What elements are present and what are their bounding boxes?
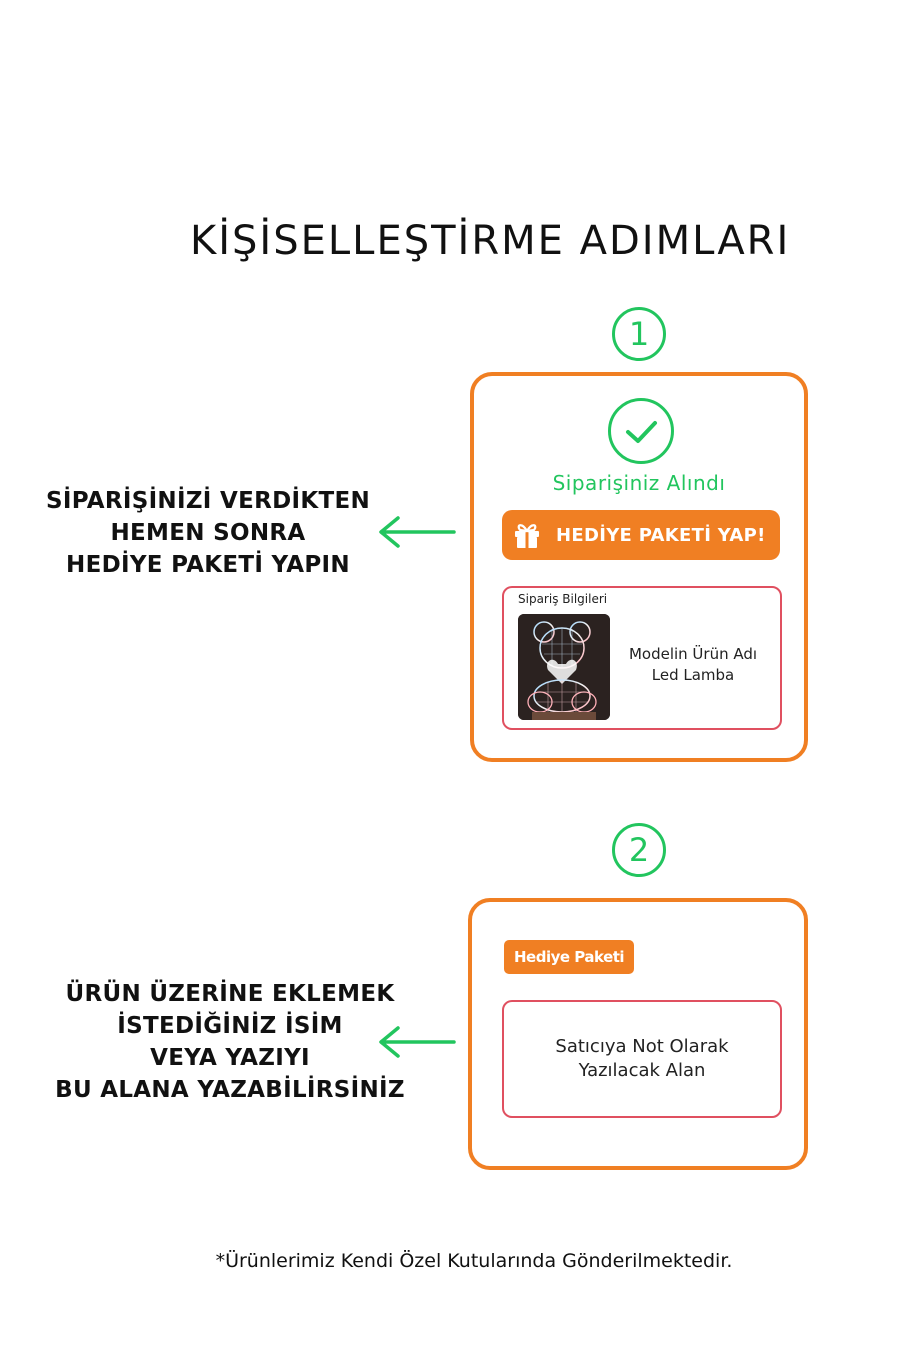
order-info-title: Sipariş Bilgileri <box>518 592 608 606</box>
step-1-number: 1 <box>612 307 666 361</box>
check-circle-icon <box>608 398 674 464</box>
step-1-instruction <box>36 485 380 581</box>
gift-package-card <box>468 898 808 1170</box>
teddy-bear-led-lamp-icon <box>518 614 610 720</box>
footer-note: *Ürünlerimiz Kendi Özel Kutularında Gönderilmektedir. <box>215 1250 733 1272</box>
arrow-left-icon <box>376 1025 456 1059</box>
order-confirmation-card <box>470 372 808 762</box>
product-image <box>518 614 610 720</box>
product-name-line: Modelin Ürün Adı <box>628 645 758 663</box>
make-gift-package-button[interactable] <box>502 510 780 560</box>
instruction-line: SİPARİŞİNİZİ VERDİKTEN <box>45 488 371 514</box>
step-2-instruction <box>40 978 420 1106</box>
gift-button-label: HEDİYE PAKETİ YAP! <box>556 524 766 546</box>
order-received-text: Siparişiniz Alındı <box>552 471 726 495</box>
gift-icon <box>512 520 542 550</box>
seller-note-field[interactable] <box>502 1000 782 1118</box>
note-line: Yazılacak Alan <box>578 1060 706 1081</box>
instruction-line: BU ALANA YAZABİLİRSİNİZ <box>55 1077 405 1103</box>
instruction-line: HEDİYE PAKETİ YAPIN <box>66 552 350 578</box>
note-line: Satıcıya Not Olarak <box>555 1036 729 1057</box>
order-info-box <box>502 586 782 730</box>
page-title: KİŞİSELLEŞTİRME ADIMLARI <box>190 218 791 264</box>
step-2-number: 2 <box>612 823 666 877</box>
instruction-line: HEMEN SONRA <box>110 520 306 546</box>
product-name <box>608 644 778 686</box>
arrow-left-icon <box>376 515 456 549</box>
instruction-line: İSTEDİĞİNİZ İSİM <box>117 1013 343 1039</box>
product-name-line: Led Lamba <box>651 666 735 684</box>
instruction-line: ÜRÜN ÜZERİNE EKLEMEK <box>65 981 395 1007</box>
gift-package-tag: Hediye Paketi <box>504 940 634 974</box>
instruction-line: VEYA YAZIYI <box>150 1045 310 1071</box>
